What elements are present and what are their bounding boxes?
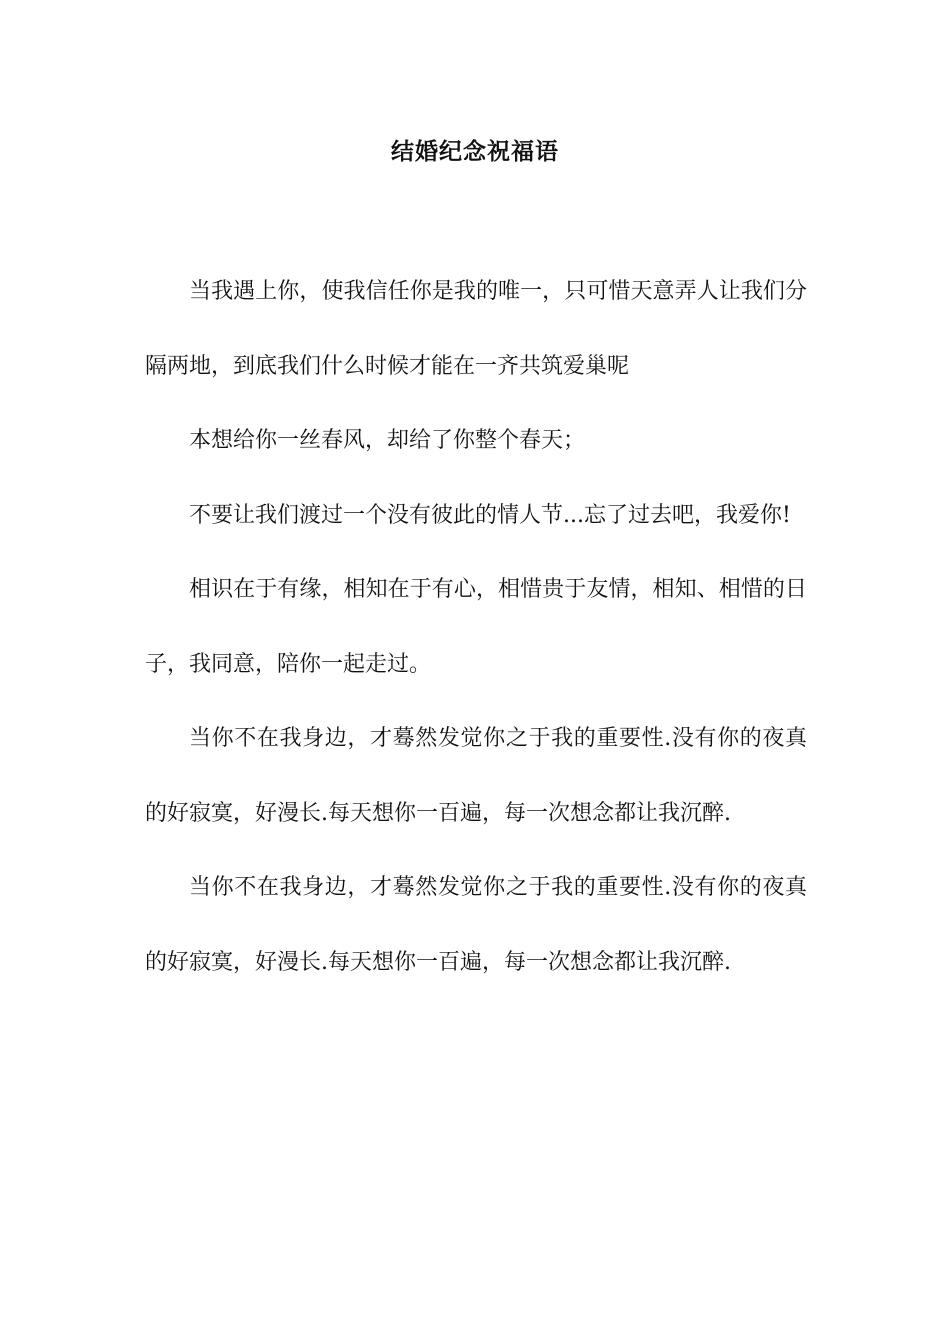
paragraph-6: 当你不在我身边，才蓦然发觉你之于我的重要性.没有你的夜真的好寂寞，好漫长.每天想你一百遍，每一次想念都让我沉醉. (145, 875, 807, 975)
document-title: 结婚纪念祝福语 (391, 138, 559, 165)
document-body (145, 255, 807, 1000)
paragraph-1: 当我遇上你，使我信任你是我的唯一，只可惜天意弄人让我们分隔两地，到底我们什么时候才能在一齐共筑爱巢呢 (145, 279, 807, 379)
paragraph-5: 当你不在我身边，才蓦然发觉你之于我的重要性.没有你的夜真的好寂寞，好漫长.每天想你一百遍，每一次想念都让我沉醉. (145, 726, 807, 826)
paragraph-4: 相识在于有缘，相知在于有心，相惜贵于友情，相知、相惜的日子，我同意，陪你一起走过。 (145, 577, 807, 677)
paragraph-3: 不要让我们渡过一个没有彼此的情人节...忘了过去吧，我爱你! (189, 502, 791, 528)
paragraph-2: 本想给你一丝春风，却给了你整个春天； (189, 428, 586, 453)
